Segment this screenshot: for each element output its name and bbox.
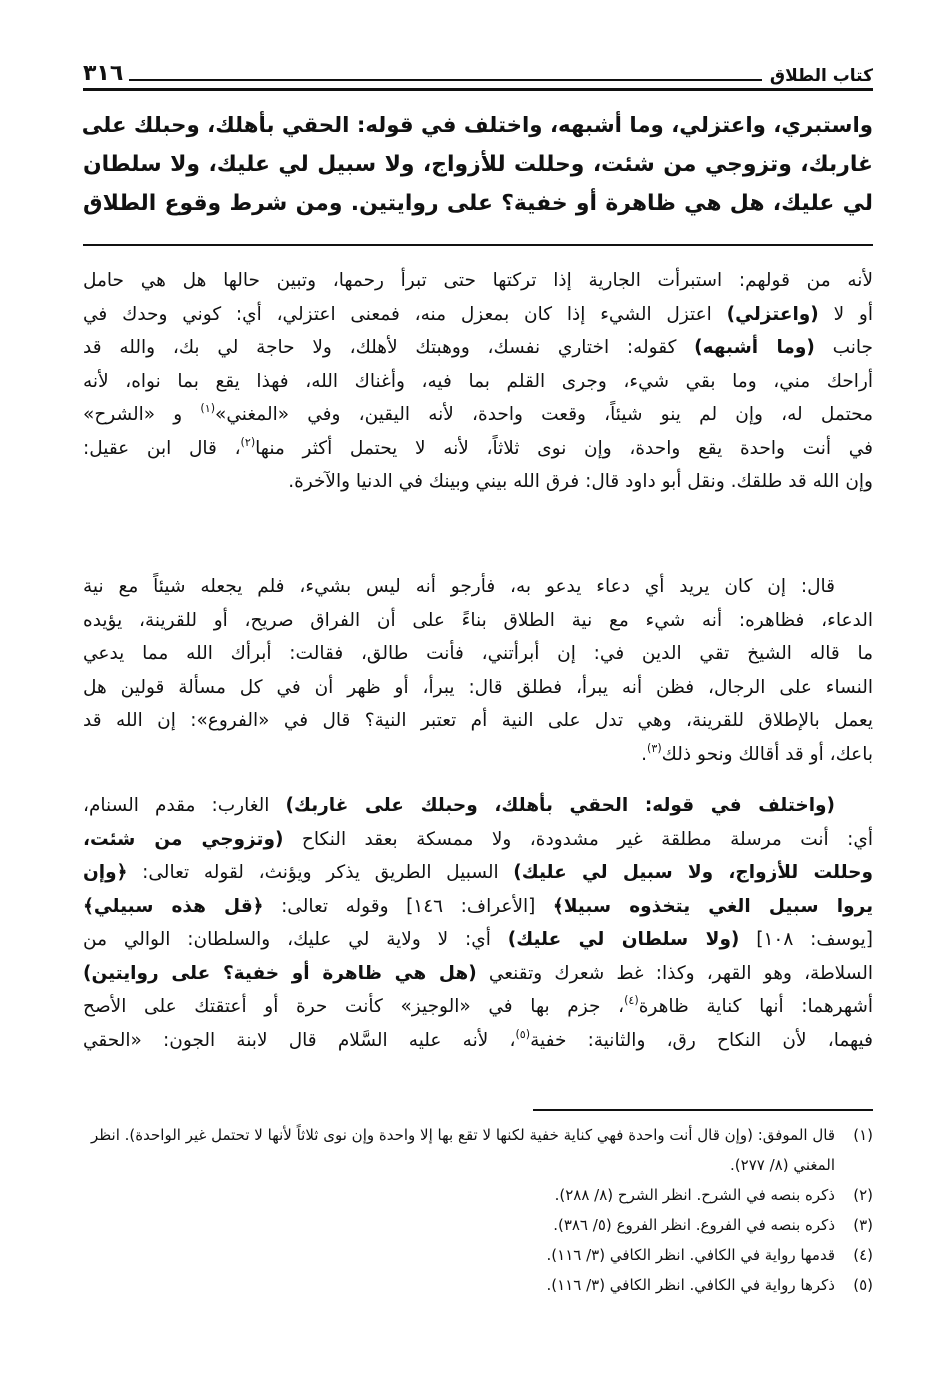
- text-segment: [يوسف: ١٠٨]: [739, 929, 873, 950]
- text-segment: كقوله: اختاري نفسك، ووهبتك لأهلك، ولا حاجة لي بك، والله قد: [83, 337, 695, 358]
- text-line: [83, 264, 873, 298]
- text-segment: محتمل له، وإن لم ينو شيئاً، وقعت واحدة، لأنه اليقين، وفي «المغني»: [215, 404, 874, 425]
- text-line: [83, 184, 873, 223]
- footnote-reference: (٢): [240, 435, 256, 449]
- text-line: [83, 856, 873, 890]
- text-segment: أراحك مني، وما بقي شيء، وجرى القلم بما فيه، وأغناك الله، فهذا يقع بما نواه، لأنه: [83, 370, 873, 392]
- footnote: [83, 1240, 873, 1270]
- text-line: [83, 704, 873, 738]
- footnote: [83, 1180, 873, 1210]
- text-segment: أي: لا ولاية لي عليك، والسلطان: الوالي من: [83, 929, 508, 950]
- quoted-text: (وتزوجي من شئت،: [83, 828, 284, 850]
- footnote-number: (٤): [853, 1246, 873, 1264]
- text-segment: السلاطة، وهو القهر، وكذا: غط شعرك وتقنعي: [476, 962, 873, 984]
- footnote-text: ذكره بنصه في الشرح. انظر الشرح (٨/ ٢٨٨).: [554, 1186, 835, 1204]
- main-text-divider: [83, 244, 873, 246]
- page-number: ٣١٦: [83, 61, 124, 86]
- text-line: [83, 298, 873, 332]
- text-segment: أو لا: [818, 303, 873, 325]
- footnote-number: (١): [853, 1126, 873, 1144]
- text-line: [83, 145, 873, 184]
- text-segment: واستبري، واعتزلي، وما أشبهه، واختلف في قوله: الحقي بأهلك، وحبلك على: [81, 113, 873, 138]
- text-segment: و «الشرح»: [83, 404, 201, 425]
- footnote-number: (٥): [853, 1276, 873, 1294]
- quoted-text: (واختلف في قوله: الحقي بأهلك، وحبلك على غاربك): [285, 795, 835, 816]
- text-segment: جانب: [814, 337, 873, 358]
- text-segment: لي عليك، هل هي ظاهرة أو خفية؟ على روايتين. ومن شرط وقوع الطلاق: [83, 191, 873, 216]
- text-line: [83, 106, 873, 145]
- text-segment: قال: إن كان يريد أي دعاء يدعو به، فأرجو أنه ليس بشيء، فلم يجعله شيئاً مع نية: [83, 576, 835, 597]
- text-line: [83, 465, 873, 499]
- quoted-text: (وما أشبهه): [694, 337, 815, 358]
- main-text: [83, 106, 873, 223]
- quoted-text: (ولا سلطان لي عليك): [507, 929, 740, 950]
- text-line: [83, 365, 873, 399]
- header-line: [129, 79, 762, 81]
- text-segment: أشهرهما: أنها كناية ظاهرة: [638, 996, 873, 1017]
- text-line: [83, 957, 873, 991]
- footnotes: [83, 1120, 873, 1300]
- text-segment: ما قاله الشيخ تقي الدين في: إن أبرأتني، فأنت طالق، فقالت: أبرأك الله مما يدعي: [83, 643, 873, 664]
- text-segment: ، قال ابن عقيل:: [83, 437, 241, 459]
- commentary-paragraph-1: [83, 264, 873, 499]
- text-segment: النساء على الرجال، فظن أنه يبرأ، فطلق قال: يبرأ، أو ظهر أن في كل مسألة قولين هل: [83, 676, 873, 698]
- text-segment: وإن الله قد طلقك. ونقل أبو داود قال: فرق الله بيني وبينك في الدنيا والآخرة.: [288, 471, 873, 492]
- text-segment: [الأعراف: ١٤٦] وقوله تعالى:: [263, 895, 553, 917]
- footnote-reference: (٥): [515, 1027, 531, 1041]
- text-segment: أي: أنت مرسلة مطلقة غير مشدودة، ولا ممسكة بعقد النكاح: [283, 828, 873, 850]
- text-line: [83, 398, 873, 432]
- footnote: [83, 1120, 873, 1180]
- quoted-text: يروا سبيل الغي يتخذوه سبيلا﴾: [552, 895, 874, 917]
- footnote-number: (٢): [853, 1186, 873, 1204]
- footnote-divider: [533, 1109, 873, 1111]
- footnote-reference: (١): [200, 402, 216, 416]
- text-line: [83, 1024, 873, 1058]
- text-line: [83, 671, 873, 705]
- footnote-text: ذكرها رواية في الكافي. انظر الكافي (٣/ ١١٦).: [546, 1276, 835, 1294]
- text-line: [83, 789, 873, 823]
- running-header: [83, 56, 873, 86]
- footnote-reference: (٤): [624, 994, 639, 1008]
- footnote: [83, 1210, 873, 1240]
- text-line: [83, 823, 873, 857]
- footnote-number: (٣): [853, 1216, 873, 1234]
- quoted-text: (هل هي ظاهرة أو خفية؟ على روايتين): [83, 962, 477, 984]
- quoted-text: وحللت للأزواج، ولا سبيل لي عليك): [513, 862, 873, 883]
- text-segment: ، لأنه عليه السَّلام قال لابنة الجون: «الحقي: [83, 1029, 516, 1051]
- header-divider: [83, 88, 873, 91]
- footnote-reference: (٣): [647, 741, 662, 755]
- text-segment: فيهما، لأن النكاح رق، والثانية: خفية: [530, 1029, 873, 1051]
- footnote-text: قال الموفق: (وإن قال أنت واحدة فهي كناية خفية لكنها لا تقع بها إلا واحدة وإن نوى ثلاثاً لأنها لا تحتمل غير الواحدة). انظر المغني (٨/ ٢٧٧).: [90, 1126, 835, 1174]
- text-segment: غاربك، وتزوجي من شئت، وحللت للأزواج، ولا سبيل لي عليك، ولا سلطان: [83, 152, 873, 177]
- text-segment: ، جزم بها في «الوجيز» كأنت حرة أو أعتقتك على الأصح: [83, 996, 625, 1017]
- chapter-title: كتاب الطلاق: [769, 66, 873, 86]
- text-line: [83, 637, 873, 671]
- text-line: [83, 738, 873, 772]
- footnote-text: ذكره بنصه في الفروع. انظر الفروع (٥/ ٣٨٦).: [553, 1216, 835, 1234]
- text-line: [83, 331, 873, 365]
- text-line: [83, 604, 873, 638]
- text-segment: السبيل الطريق يذكر ويؤنث، لقوله تعالى:: [127, 862, 514, 883]
- text-line: [83, 570, 873, 604]
- text-segment: الغارب: مقدم السنام،: [83, 795, 286, 816]
- text-segment: في أنت واحدة يقع واحدة، وإن نوى ثلاثاً، لأنه لا يحتمل أكثر منها: [255, 437, 873, 459]
- commentary-paragraph-2: [83, 570, 873, 771]
- quoted-text: ﴿قل هذه سبيلي﴾: [83, 895, 264, 917]
- text-line: [83, 923, 873, 957]
- text-segment: باعك، أو قد أقالك ونحو ذلك: [661, 743, 873, 765]
- text-line: [83, 890, 873, 924]
- footnote: [83, 1270, 873, 1300]
- text-segment: الدعاء، فظاهره: أنه شيء مع نية الطلاق بناءً على أن الفراق صريح، أو للقرينة، يؤيده: [83, 609, 873, 631]
- text-line: [83, 990, 873, 1024]
- text-line: [83, 432, 873, 466]
- quoted-text: (واعتزلي): [726, 303, 819, 325]
- text-segment: يعمل بالإطلاق للقرينة، وهي تدل على النية أم تعتبر النية؟ قال في «الفروع»: إن الله قد: [83, 710, 873, 731]
- text-segment: اعتزل الشيء إذا كان بمعزل منه، فمعنى اعتزلي، أي: كوني وحدك في: [83, 303, 727, 325]
- text-segment: .: [641, 743, 648, 765]
- commentary-paragraph-3: [83, 789, 873, 1057]
- quoted-text: ﴿وإن: [83, 862, 128, 883]
- footnote-text: قدمها رواية في الكافي. انظر الكافي (٣/ ١١٦).: [546, 1246, 835, 1264]
- text-segment: لأنه من قولهم: استبرأت الجارية إذا تركتها حتى تبرأ رحمها، وتبين حالها هل هي حامل: [83, 270, 873, 291]
